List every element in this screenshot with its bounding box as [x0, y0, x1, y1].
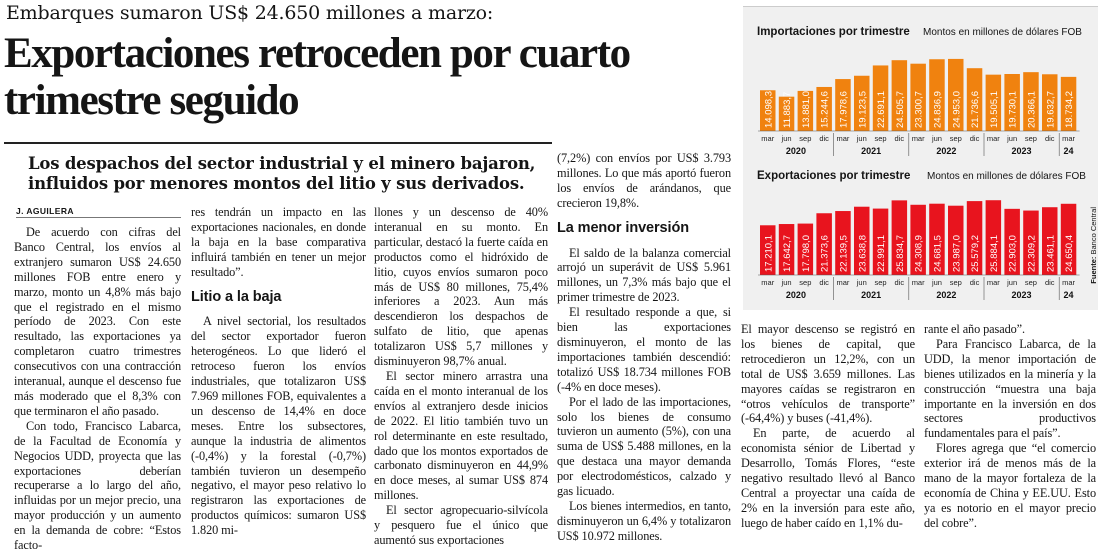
article-column-6: [924, 322, 1096, 531]
bar-value-label: 14.098,3: [763, 91, 775, 128]
x-tick-label: mar: [986, 134, 1000, 143]
bar-value-label: 19.505,1: [988, 91, 1000, 128]
article-column-5: [741, 322, 915, 531]
bar-value-label: 24.650,4: [1064, 235, 1076, 272]
bar-value-label: 19.730,1: [1007, 91, 1019, 128]
year-label: 2021: [861, 290, 882, 300]
source-value: Banco Central: [1089, 207, 1098, 255]
x-tick-label: mar: [1062, 278, 1076, 287]
year-label: 2022: [936, 290, 957, 300]
paragraph: Con todo, Francisco Labarca, de la Facultad de Economía y Negocios UDD, proyecta que las exportaciones deberían recuperarse a lo largo del año, influidas por un mejor precio, una mayor producción y un aumento en la demanda de cobre: “Estos facto-: [14, 418, 181, 553]
x-tick-label: sep: [799, 278, 812, 287]
bar-value-label: 21.736,6: [970, 91, 982, 128]
x-tick-label: mar: [1062, 134, 1076, 143]
article-column-3: [374, 205, 548, 548]
x-tick-label: jun: [931, 278, 942, 287]
bar-value-label: 22.309,2: [1026, 235, 1038, 272]
x-tick-label: mar: [761, 134, 775, 143]
article-column-2: [191, 205, 366, 538]
x-tick-label: mar: [911, 278, 925, 287]
paragraph: En parte, de acuerdo al economista sénior de Libertad y Desarrollo, Tomás Flores, “este negativo resultado llevó al Banco Central a proyectar una caída de 2% en la inversión para este año, luego de haber caído en 1,1% du-: [741, 426, 915, 530]
x-tick-label: dic: [819, 134, 829, 143]
bar-value-label: 22.691,1: [876, 91, 888, 128]
x-tick-label: mar: [836, 134, 850, 143]
paragraph: rante el año pasado”.: [924, 322, 1026, 336]
section-heading: Litio a la baja: [191, 288, 282, 305]
section-heading: La menor inversión: [557, 219, 689, 236]
exports-chart-title: Exportaciones por trimestre: [757, 170, 911, 182]
bar-value-label: 24.681,5: [932, 235, 944, 272]
headline: Exportaciones retroceden por cuarto trimestre seguido: [4, 30, 630, 124]
paragraph: Para Francisco Labarca, de la UDD, la menor importación de bienes utilizados en la minería y la construcción “muestra una baja importante en la inversión en dos sectores productivos fundamentales para el país”.: [924, 336, 1096, 441]
year-label: 24: [1063, 146, 1074, 156]
x-tick-label: jun: [1007, 134, 1018, 143]
imports-chart-title: Importaciones por trimestre: [757, 26, 910, 38]
source-label: Fuente:: [1089, 256, 1098, 284]
paragraph: Flores agrega que “el comercio exterior irá de menos más de la mano de la mayor fortaleza de la economía de China y EE.UU. Esto ya es notorio en el mayor precio del cobre”.: [924, 441, 1096, 530]
x-tick-label: sep: [949, 134, 962, 143]
byline-rule: [16, 217, 181, 218]
x-tick-label: sep: [949, 278, 962, 287]
exports-bar-chart: [743, 187, 1083, 305]
bar-value-label: 23.300,7: [913, 91, 925, 128]
bar-value-label: 17.978,6: [838, 91, 850, 128]
x-tick-label: dic: [969, 134, 980, 143]
x-tick-label: mar: [986, 278, 1000, 287]
x-tick-label: mar: [761, 278, 775, 287]
paragraph: El sector agropecuario-silvícola y pesquero fue el único que aumentó sus exportaciones: [374, 503, 548, 547]
x-tick-label: sep: [799, 134, 812, 143]
x-tick-label: sep: [874, 278, 887, 287]
bar-value-label: 25.834,7: [894, 235, 906, 272]
exports-chart-subtitle: Montos en millones de dólares FOB: [927, 171, 1086, 182]
chart-panel: [743, 6, 1098, 310]
x-tick-label: mar: [836, 278, 850, 287]
year-label: 2020: [785, 146, 806, 156]
year-label: 2020: [785, 290, 806, 300]
divider: [4, 142, 552, 144]
x-tick-label: jun: [1007, 278, 1018, 287]
x-tick-label: dic: [819, 278, 829, 287]
bar-value-label: 15.244,6: [819, 91, 831, 128]
bar-value-label: 24.836,9: [932, 91, 944, 128]
paragraph: A nivel sectorial, los resultados del sector exportador fueron heterogéneos. Lo que lideró el retroceso fueron los envíos industriales, que totalizaron US$ 7.969 millones FOB, equivalentes a un descenso de 14,4% en doce meses. Entre los subsectores, aunque la industria de alimentos (-0,4%) y la forestal (-0,7%) también tuvieron un desempeño negativo, el mayor peso relativo lo registraron las exportaciones de productos químicos: sumaron US$ 1.820 mi-: [191, 314, 366, 538]
bar-value-label: 17.210,1: [763, 235, 775, 272]
x-tick-label: jun: [781, 134, 792, 143]
x-tick-label: dic: [1044, 278, 1055, 287]
paragraph: El resultado responde a que, si bien las exportaciones disminuyeron, el monto de las importaciones también descendió: totalizó US$ 18.734 millones FOB (-4% en doce meses).: [557, 305, 731, 394]
bar-value-label: 13.881,0: [800, 91, 812, 128]
paragraph: El sector minero arrastra una caída en el monto interanual de los envíos al extranjero desde inicios de 2022. El litio también tuvo un rol determinante en este resultado, dado que los montos exportados de carbonato disminuyeron en 44,9% en doce meses, al sumar US$ 874 millones.: [374, 368, 548, 503]
paragraph: Los bienes intermedios, en tanto, disminuyeron un 6,4% y totalizaron US$ 10.972 millones.: [557, 498, 731, 543]
kicker: Embarques sumaron US$ 24.650 millones a marzo:: [6, 2, 494, 24]
paragraph: res tendrán un impacto en las exportaciones nacionales, en donde la baja en la base comparativa influirá también en tener un mejor resultado”.: [191, 205, 366, 279]
year-label: 24: [1063, 290, 1074, 300]
article-column-1: [14, 225, 181, 553]
x-tick-label: dic: [894, 134, 905, 143]
paragraph: llones y un descenso de 40% interanual en su monto. En particular, destacó la fuerte caída en productos como el hidróxido de litio, cuyos envíos sumaron poco más de US$ 80 millones, 75,4% inferiores a 2023. Aun más descendieron los despachos de sulfato de litio, que apenas totalizaron US$ 5,7 millones y disminuyeron 98,7% anual.: [374, 205, 548, 369]
bar-value-label: 24.308,9: [913, 235, 925, 272]
source-note: [1089, 207, 1098, 284]
bar-value-label: 21.373,6: [819, 235, 831, 272]
x-tick-label: jun: [856, 278, 867, 287]
x-tick-label: mar: [911, 134, 925, 143]
bar-value-label: 25.579,2: [970, 235, 982, 272]
x-tick-label: sep: [1024, 134, 1037, 143]
bar-value-label: 17.642,7: [782, 235, 794, 272]
subheadline: Los despachos del sector industrial y el minero bajaron, influidos por menores montos del litio y sus derivados.: [28, 154, 536, 193]
bar-value-label: 17.798,0: [800, 235, 812, 272]
bar-value-label: 25.884,1: [988, 235, 1000, 272]
bar-value-label: 23.638,8: [857, 235, 869, 272]
x-tick-label: dic: [969, 278, 980, 287]
x-tick-label: dic: [894, 278, 905, 287]
x-tick-label: jun: [931, 134, 942, 143]
bar-value-label: 23.461,1: [1045, 235, 1057, 272]
x-tick-label: jun: [781, 278, 792, 287]
author-byline: J. AGUILERA: [16, 206, 74, 216]
bar-value-label: 11.883,7: [782, 91, 794, 128]
paragraph: De acuerdo con cifras del Banco Central, los envíos al extranjero sumaron US$ 24.650 millones FOB entre enero y marzo, monto un 4,8% más bajo que el registrado en el mismo período de 2023. Con este resultado, las exportaciones ya completaron cuatro trimestres consecutivos con una contracción interanual, aunque el descenso fue más moderado que el 8,3% con que terminaron el año pasado.: [14, 225, 181, 418]
bar-value-label: 22.903,0: [1007, 235, 1019, 272]
bar-value-label: 20.366,1: [1026, 91, 1038, 128]
imports-bar-chart: [743, 43, 1083, 161]
paragraph: (7,2%) con envíos por US$ 3.793 millones. Lo que más aportó fueron los envíos de arándanos, que crecieron 19,8%.: [557, 151, 731, 210]
article-column-4: [557, 151, 731, 544]
bar-value-label: 22.139,5: [838, 235, 850, 272]
x-tick-label: dic: [1044, 134, 1055, 143]
bar-value-label: 24.505,7: [894, 91, 906, 128]
bar-value-label: 19.632,7: [1045, 91, 1057, 128]
year-label: 2022: [936, 146, 957, 156]
bar-value-label: 23.987,0: [951, 235, 963, 272]
year-label: 2021: [861, 146, 882, 156]
bar-value-label: 22.991,1: [876, 235, 888, 272]
paragraph: El mayor descenso se registró en los bienes de capital, que retrocedieron un 12,2%, con un total de US$ 3.659 millones. Las mayores caídas se registraron en “otros vehículos de transporte” (-64,4%) y buses (-41,4%).: [741, 322, 915, 426]
bar-value-label: 19.123,5: [857, 91, 869, 128]
paragraph: Por el lado de las importaciones, solo los bienes de consumo tuvieron un aumento (5%), con una suma de US$ 5.488 millones, en la que destaca una mayor demanda por electrodomésticos, calzado y gas licuado.: [557, 394, 731, 499]
bar-value-label: 24.953,0: [951, 91, 963, 128]
x-tick-label: sep: [874, 134, 887, 143]
imports-chart-subtitle: Montos en millones de dólares FOB: [923, 27, 1082, 38]
year-label: 2023: [1011, 290, 1032, 300]
paragraph: El saldo de la balanza comercial arrojó un superávit de US$ 5.961 millones, un 7,3% más bajo que el primer trimestre de 2023.: [557, 245, 731, 305]
x-tick-label: jun: [856, 134, 867, 143]
year-label: 2023: [1011, 146, 1032, 156]
bar-value-label: 18.734,2: [1064, 91, 1076, 128]
x-tick-label: sep: [1024, 278, 1037, 287]
